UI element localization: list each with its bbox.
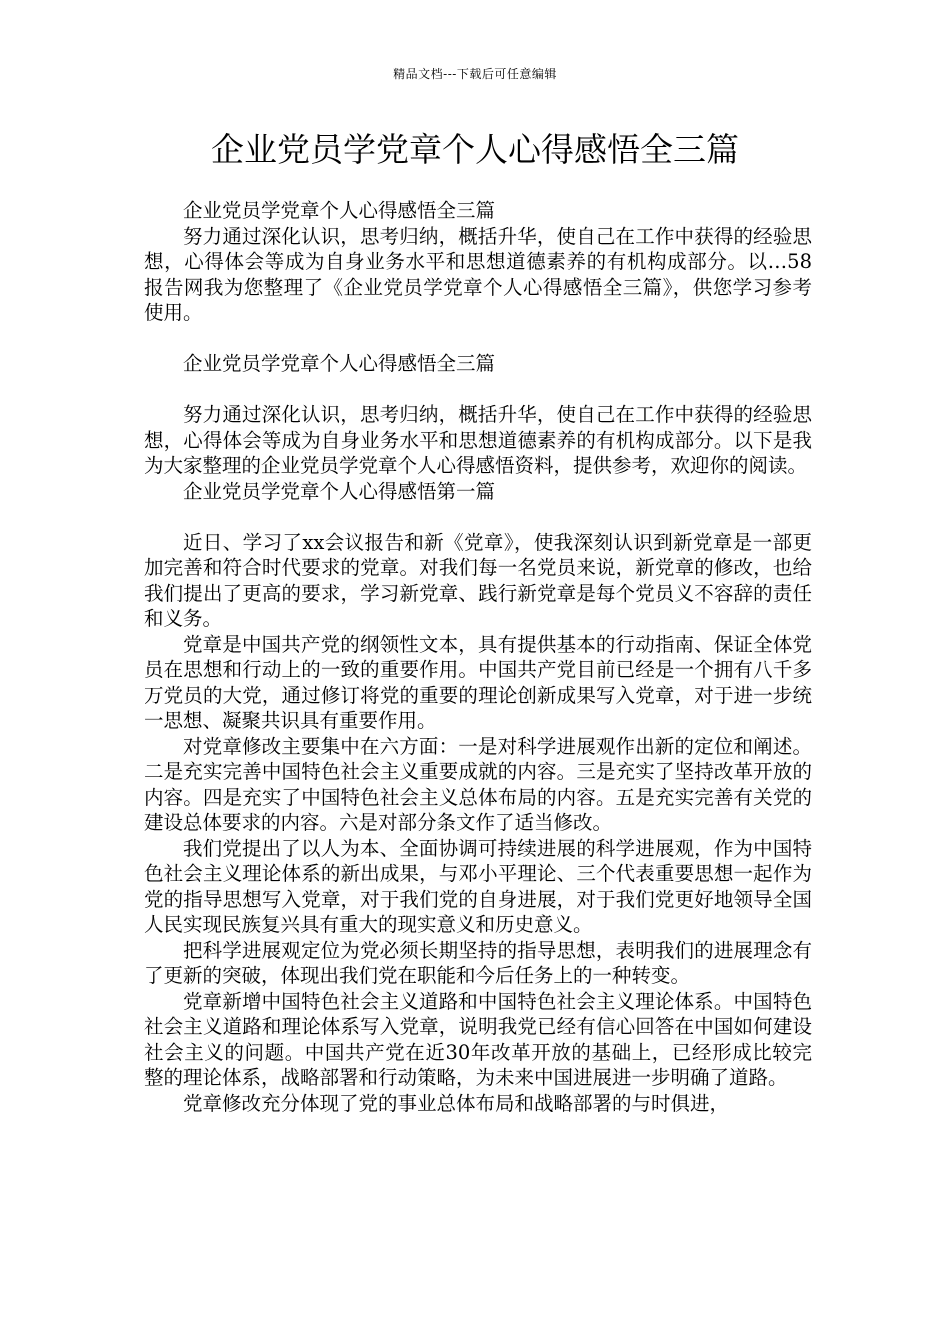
paragraph: 近日、学习了xx会议报告和新《党章》，使我深刻认识到新党章是一部更加完善和符合时代要求的党章。对我们每一名党员来说，新党章的修改，也给我们提出了更高的要求，学习新党章、践行新党章是每个党员义不容辞的责任和义务。 <box>144 530 812 630</box>
paragraph: 努力通过深化认识，思考归纳，概括升华，使自己在工作中获得的经验思想，心得体会等成为自身业务水平和思想道德素养的有机构成部分。以下是我为大家整理的企业党员学党章个人心得感悟资料，提供参考，欢迎你的阅读。 <box>144 403 812 477</box>
header-note: 精品文档---下载后可任意编辑 <box>393 67 557 81</box>
paragraph: 我们党提出了以人为本、全面协调可持续进展的科学进展观，作为中国特色社会主义理论体系的新出成果，与邓小平理论、三个代表重要思想一起作为党的指导思想写入党章，对于我们党的自身进展，对于我们党更好地领导全国人民实现民族复兴具有重大的现实意义和历史意义。 <box>144 836 812 936</box>
paragraph: 党章新增中国特色社会主义道路和中国特色社会主义理论体系。中国特色社会主义道路和理论体系写入党章，说明我党已经有信心回答在中国如何建设社会主义的问题。中国共产党在近30年改革开放的基础上，已经形成比较完整的理论体系，战略部署和行动策略，为未来中国进展进一步明确了道路。 <box>144 989 812 1089</box>
paragraph: 党章修改充分体现了党的事业总体布局和战略部署的与时俱进， <box>183 1091 730 1115</box>
document-body <box>144 198 812 1116</box>
paragraph: 对党章修改主要集中在六方面：一是对科学进展观作出新的定位和阐述。二是充实完善中国特色社会主义重要成就的内容。三是充实了坚持改革开放的内容。四是充实了中国特色社会主义总体布局的内容。五是充实完善有关党的建设总体要求的内容。六是对部分条文作了适当修改。 <box>144 734 812 834</box>
section-heading: 企业党员学党章个人心得感悟第一篇 <box>183 479 496 503</box>
paragraph: 把科学进展观定位为党必须长期坚持的指导思想，表明我们的进展理念有了更新的突破，体现出我们党在职能和今后任务上的一种转变。 <box>144 938 812 987</box>
document-title: 企业党员学党章个人心得感悟全三篇 <box>211 130 739 169</box>
paragraph: 党章是中国共产党的纲领性文本，具有提供基本的行动指南、保证全体党员在思想和行动上的一致的重要作用。中国共产党目前已经是一个拥有八千多万党员的大党，通过修订将党的重要的理论创新成果写入党章，对于进一步统一思想、凝聚共识具有重要作用。 <box>144 632 812 732</box>
paragraph: 努力通过深化认识，思考归纳，概括升华，使自己在工作中获得的经验思想，心得体会等成为自身业务水平和思想道德素养的有机构成部分。以…58报告网我为您整理了《企业党员学党章个人心得感悟全三篇》，供您学习参考使用。 <box>144 224 812 324</box>
paragraph-subtitle: 企业党员学党章个人心得感悟全三篇 <box>183 352 496 375</box>
paragraph-subtitle: 企业党员学党章个人心得感悟全三篇 <box>183 199 496 222</box>
